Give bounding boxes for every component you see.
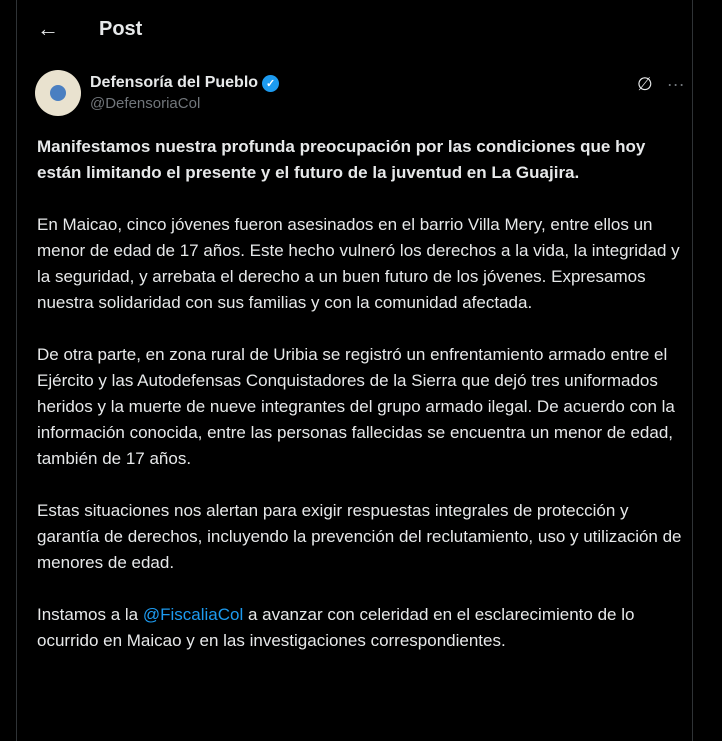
post-author bbox=[35, 70, 279, 116]
post-paragraph: De otra parte, en zona rural de Uribia se registró un enfrentamiento armado entre el Ejército y las Autodefensas Conquistadores de la Sierra que dejó tres uniformados heridos y la muerte de nueve integrantes del grupo armado ilegal. De acuerdo con la información conocida, entre las personas fallecidas se encuentra un menor de edad, también de 17 años. bbox=[37, 345, 675, 468]
post-paragraph: Manifestamos nuestra profunda preocupación por las condiciones que hoy están limitando el presente y el futuro de la juventud en La Guajira. bbox=[37, 137, 646, 182]
post-text bbox=[37, 134, 689, 680]
text: Instamos a la bbox=[37, 605, 143, 624]
more-icon[interactable]: ··· bbox=[666, 74, 685, 94]
header bbox=[37, 12, 142, 46]
arrow-left-icon[interactable]: ← bbox=[37, 16, 59, 41]
post-actions bbox=[637, 74, 685, 95]
post-paragraph: Estas situaciones nos alertan para exigir respuestas integrales de protección y garantía de derechos, incluyendo la prevención del reclutamiento, uso y utilización de menores de edad. bbox=[37, 501, 682, 572]
logo-icon bbox=[50, 85, 66, 101]
mention-link[interactable]: @FiscaliaCol bbox=[142, 605, 244, 624]
avatar[interactable] bbox=[35, 70, 81, 116]
verified-badge-icon: ✓ bbox=[262, 75, 279, 92]
author-handle[interactable]: @DefensoriaCol bbox=[90, 95, 201, 112]
author-name-row bbox=[90, 74, 279, 92]
post-paragraph: En Maicao, cinco jóvenes fueron asesinados en el barrio Villa Mery, entre ellos un menor de edad de 17 años. Este hecho vulneró los derechos a la vida, la integridad y la seguridad, y arrebata el derecho a un buen futuro de los jóvenes. Expresamos nuestra solidaridad con sus familias y con la comunidad afectada. bbox=[37, 215, 680, 312]
page-title: Post bbox=[99, 17, 143, 40]
slashed-circle-icon[interactable]: ∅ bbox=[637, 74, 653, 94]
author-name[interactable]: Defensoría del Pueblo bbox=[90, 74, 259, 91]
timeline-column bbox=[16, 0, 693, 741]
post-paragraph bbox=[37, 602, 689, 654]
text: a avanzar con celeridad en el esclarecimiento de lo ocurrido en Maicao y en las investigaciones correspondientes. bbox=[37, 605, 635, 650]
